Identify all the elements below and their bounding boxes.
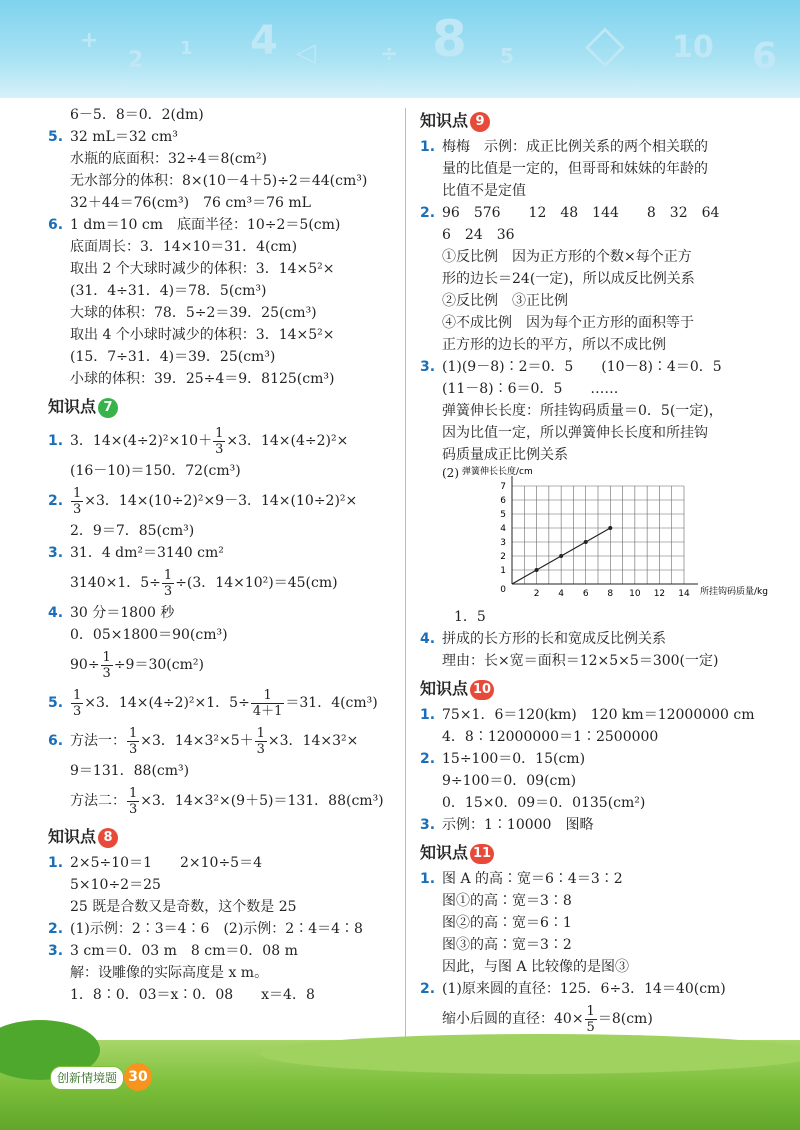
deco-divide: ÷ <box>380 42 399 67</box>
answer-line: 6 24 36 <box>442 227 515 243</box>
section-heading-kp8: 知识点 8 <box>48 822 393 852</box>
question-number: 5. <box>48 695 64 711</box>
answer-line: 9÷100＝0．09(cm) <box>442 773 577 789</box>
answer-text: 方法一： <box>70 733 126 749</box>
chart-svg <box>420 466 770 606</box>
deco-2: 2 <box>128 48 144 73</box>
answer-line: 取出 4 个小球时减少的体积：3．14×5²× <box>70 327 335 343</box>
answer-line: 1．5 <box>454 609 486 625</box>
answer-line: 正方形的边长的平方，所以不成比例 <box>442 337 666 353</box>
answer-text: (1)原来圆的直径：125．6÷3．14＝40(cm) <box>442 981 726 997</box>
x-tick-label: 2 <box>533 589 540 599</box>
answer-line: 码质量成正比例关系 <box>442 447 568 463</box>
y-tick-label: 6 <box>500 496 506 506</box>
deco-5: 5 <box>500 44 514 68</box>
answer-line: (31．4÷31．4)＝78．5(cm³) <box>70 283 267 299</box>
x-tick-label: 4 <box>558 589 565 599</box>
fraction: $\frac{1}{3}$ <box>129 725 138 757</box>
answer-text: ＝31．4(cm³) <box>285 695 378 711</box>
question-number: 2. <box>48 921 64 937</box>
answer-line: 1 dm＝10 cm 底面半径：10÷2＝5(cm) <box>70 217 341 233</box>
answer-text: ×3．14×3²× <box>267 733 359 749</box>
answer-text: 3140×1．5÷ <box>70 575 161 591</box>
answer-line: (16－10)＝150．72(cm³) <box>70 463 241 479</box>
fraction: $\frac{1}{5}$ <box>586 1003 595 1035</box>
question-number: 1. <box>420 139 436 155</box>
question-number: 2. <box>420 751 436 767</box>
answer-text: 缩小后圆的直径：40× <box>442 1011 584 1027</box>
answer-line: 32＋44＝76(cm³) 76 cm³＝76 mL <box>70 195 311 211</box>
answer-line: 6－5．8＝0．2(dm) <box>70 107 204 123</box>
answer-line: ①反比例 因为正方形的个数×每个正方 <box>442 249 692 265</box>
data-point <box>559 554 563 558</box>
answer-text: ÷(3．14×10²)＝45(cm) <box>175 575 338 591</box>
answer-line: 小球的体积：39．25÷4＝9．8125(cm³) <box>70 371 335 387</box>
footer-label: 创新情境题 <box>50 1066 124 1090</box>
section-heading-kp11: 知识点 11 <box>420 838 770 868</box>
section-heading-kp9: 知识点 9 <box>420 106 770 136</box>
x-tick-label: 12 <box>653 589 666 599</box>
x-tick-label: 10 <box>629 589 641 599</box>
question-number: 4. <box>420 631 436 647</box>
fraction: $\frac{1}{3}$ <box>73 687 82 719</box>
answer-line: 取出 2 个大球时减少的体积：3．14×5²× <box>70 261 335 277</box>
page-header-banner <box>0 0 800 98</box>
deco-plus: + <box>80 28 99 53</box>
answer-text: (1)示例：2∶3＝4∶6 (2)示例：2∶4＝4∶8 <box>70 921 363 937</box>
page-number: 30 <box>124 1063 152 1091</box>
answer-line: 9＝131．88(cm³) <box>70 763 190 779</box>
spring-line-chart <box>420 466 770 606</box>
question-number: 3. <box>48 943 64 959</box>
answer-line: (11－8)∶6＝0．5 …… <box>442 381 619 397</box>
answer-text: 3 cm＝0．03 m 8 cm＝0．08 m <box>70 943 298 959</box>
answer-text: ×3．14×(4÷2)²×1．5÷ <box>84 695 250 711</box>
answer-text: 拼成的长方形的长和宽成反比例关系 <box>442 631 666 647</box>
answer-line: 水瓶的底面积：32÷4＝8(cm²) <box>70 151 268 167</box>
y-tick-label: 3 <box>500 538 506 548</box>
answer-line: 因此，与图 A 比较像的是图③ <box>442 959 630 975</box>
y-axis-label: 弹簧伸长长度/cm <box>462 467 533 477</box>
answer-line: 图③的高∶宽＝3∶2 <box>442 937 572 953</box>
answer-line: 2．9＝7．85(cm³) <box>70 523 195 539</box>
section-heading-kp10: 知识点 10 <box>420 674 770 704</box>
answer-text: ＝8(cm) <box>597 1011 653 1027</box>
answer-text: 75×1．6＝120(km) 120 km＝12000000 cm <box>442 707 755 723</box>
answer-text: 96 576 12 48 144 8 32 64 <box>442 205 720 221</box>
answer-line: 5×10÷2＝25 <box>70 877 161 893</box>
answer-text: ×3．14×3²×(9＋5)＝131．88(cm³) <box>140 793 384 809</box>
answer-line: 因为比值一定，所以弹簧伸长长度和所挂钩 <box>442 425 708 441</box>
section-badge: 10 <box>470 680 494 700</box>
answer-line: 比值不是定值 <box>442 183 526 199</box>
question-number: 3. <box>420 359 436 375</box>
fraction: $\frac{1}{3}$ <box>129 785 138 817</box>
answer-line: 25 既是合数又是奇数，这个数是 25 <box>70 899 297 915</box>
answer-line: ④不成比例 因为每个正方形的面积等于 <box>442 315 694 331</box>
answer-text: 3．14×(4÷2)²×10＋ <box>70 433 213 449</box>
data-point <box>584 540 588 544</box>
data-point <box>608 526 612 530</box>
answer-line: 底面周长：3．14×10＝31．4(cm) <box>70 239 298 255</box>
question-number: 2. <box>420 981 436 997</box>
question-number: 3. <box>420 817 436 833</box>
question-number: 2. <box>420 205 436 221</box>
deco-triangle: ◁ <box>296 38 316 68</box>
fraction: $\frac{1}{3}$ <box>102 649 111 681</box>
answer-text: 图 A 的高∶宽＝6∶4＝3∶2 <box>442 871 623 887</box>
section-badge: 9 <box>470 112 490 132</box>
deco-10: 10 <box>672 30 714 65</box>
answer-line: 32 mL＝32 cm³ <box>70 129 178 145</box>
right-column <box>420 104 770 1060</box>
answer-line: 无水部分的体积：8×(10－4＋5)÷2＝44(cm³) <box>70 173 368 189</box>
question-number: 1. <box>48 433 64 449</box>
y-tick-label: 1 <box>500 566 506 576</box>
answer-line: ②反比例 ③正比例 <box>442 293 568 309</box>
y-tick-label: 7 <box>500 482 506 492</box>
answer-text: 方法二： <box>70 793 126 809</box>
answer-text: ÷9＝30(cm²) <box>113 657 204 673</box>
section-heading-kp7: 知识点 7 <box>48 392 393 422</box>
x-tick-label: 8 <box>607 589 614 599</box>
answer-line: 4．8∶12000000＝1∶2500000 <box>442 729 659 745</box>
question-number: 5. <box>48 129 64 145</box>
x-axis-label: 所挂钩码质量/kg <box>700 587 768 597</box>
answer-text: 2×5÷10＝1 2×10÷5＝4 <box>70 855 262 871</box>
answer-line: 图②的高∶宽＝6∶1 <box>442 915 572 931</box>
deco-1: 1 <box>180 38 193 59</box>
fraction: $\frac{1}{3}$ <box>256 725 265 757</box>
answer-text: ×3．14×3²×5＋ <box>140 733 254 749</box>
answer-line: 0．15×0．09＝0．0135(cm²) <box>442 795 646 811</box>
answer-text: 31．4 dm²＝3140 cm² <box>70 545 224 561</box>
answer-line: 量的比值是一定的，但哥哥和妹妹的年龄的 <box>442 161 708 177</box>
chart-part-label: (2) <box>442 466 459 480</box>
fraction: $\frac{1}{3}$ <box>163 567 173 599</box>
answer-line: 0．05×1800＝90(cm³) <box>70 627 228 643</box>
x-tick-label: 14 <box>678 589 690 599</box>
answer-text: 15÷100＝0．15(cm) <box>442 751 586 767</box>
question-number: 1. <box>48 855 64 871</box>
section-badge: 11 <box>470 844 494 864</box>
answer-line: 理由：长×宽＝面积＝12×5×5＝300(一定) <box>442 653 719 669</box>
column-divider <box>405 108 406 1048</box>
answer-text: (1)(9－8)∶2＝0．5 (10－8)∶4＝0．5 <box>442 359 722 375</box>
question-number: 6. <box>48 217 64 233</box>
answer-text: ×3．14×(10÷2)²×9－3．14×(10÷2)²× <box>84 493 358 509</box>
answer-line: 1．8∶0．03＝x∶0．08 x＝4．8 <box>70 987 315 1003</box>
fraction: $\frac{1}{3}$ <box>215 425 224 457</box>
question-number: 3. <box>48 545 64 561</box>
fraction: $\frac{1}{3}$ <box>73 485 82 517</box>
answer-line: (15．7÷31．4)＝39．25(cm³) <box>70 349 276 365</box>
fraction: $\frac{1}{4+1}$ <box>252 687 283 719</box>
answer-line: 形的边长＝24(一定)，所以成反比例关系 <box>442 271 695 287</box>
question-number: 6. <box>48 733 64 749</box>
answer-text: 梅梅 示例：成正比例关系的两个相关联的 <box>442 139 708 155</box>
answer-line: 大球的体积：78．5÷2＝39．25(cm³) <box>70 305 317 321</box>
answer-text: 90÷ <box>70 657 100 673</box>
y-tick-label: 4 <box>500 524 506 534</box>
question-number: 4. <box>48 605 64 621</box>
question-number: 1. <box>420 707 436 723</box>
answer-line: 解：设雕像的实际高度是 x m。 <box>70 965 269 981</box>
question-number: 2. <box>48 493 64 509</box>
deco-6: 6 <box>752 36 778 77</box>
y-tick-label: 2 <box>500 552 506 562</box>
left-column <box>48 104 393 1006</box>
y-tick-label: 5 <box>500 510 506 520</box>
answer-line: 图①的高∶宽＝3∶8 <box>442 893 572 909</box>
origin-label: 0 <box>500 585 506 595</box>
answer-text: 30 分＝1800 秒 <box>70 605 175 621</box>
deco-8: 8 <box>432 10 467 68</box>
question-number: 1. <box>420 871 436 887</box>
data-point <box>535 568 539 572</box>
section-badge: 7 <box>98 398 118 418</box>
x-tick-label: 6 <box>582 589 589 599</box>
section-badge: 8 <box>98 828 118 848</box>
answer-text: ×3．14×(4÷2)²× <box>226 433 349 449</box>
footer-hill <box>260 1034 800 1074</box>
deco-diamond: ◇ <box>585 14 625 74</box>
answer-line: 弹簧伸长长度：所挂钩码质量＝0．5(一定)， <box>442 403 723 419</box>
deco-4: 4 <box>250 18 278 64</box>
answer-text: 示例：1∶10000 图略 <box>442 817 594 833</box>
